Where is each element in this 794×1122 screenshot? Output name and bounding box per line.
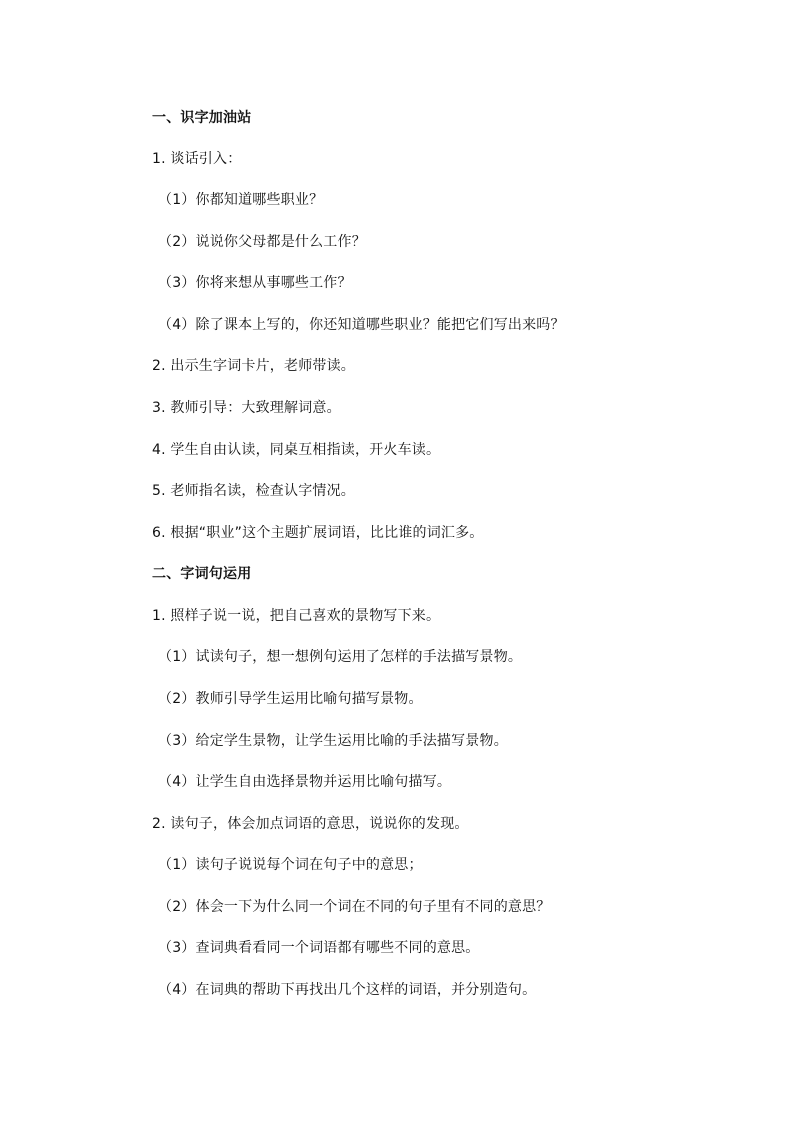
- section-1-item-2: 2. 出示生字词卡片，老师带读。: [152, 358, 356, 374]
- section-2-item-2-sub-3: （3）查词典看看同一个词语都有哪些不同的意思。: [158, 940, 480, 956]
- section-2-heading: 二、字词句运用: [152, 566, 252, 582]
- section-2-item-2-sub-2: （2）体会一下为什么同一个词在不同的句子里有不同的意思？: [158, 899, 551, 915]
- section-1-item-1-sub-1: （1）你都知道哪些职业？: [158, 192, 324, 208]
- section-2-item-1-sub-1: （1）试读句子，想一想例句运用了怎样的手法描写景物。: [158, 649, 523, 665]
- section-2-item-1-sub-3: （3）给定学生景物，让学生运用比喻的手法描写景物。: [158, 733, 508, 749]
- section-2-item-1: 1. 照样子说一说，把自己喜欢的景物写下来。: [152, 608, 441, 624]
- section-2-item-2-sub-1: （1）读句子说说每个词在句子中的意思；: [158, 857, 423, 873]
- section-1-heading: 一、识字加油站: [152, 110, 252, 126]
- section-2-item-2: 2. 读句子，体会加点词语的意思，说说你的发现。: [152, 816, 469, 832]
- section-1-item-1-sub-3: （3）你将来想从事哪些工作？: [158, 275, 352, 291]
- section-1-item-5: 5. 老师指名读，检查认字情况。: [152, 483, 356, 499]
- section-2-item-2-sub-4: （4）在词典的帮助下再找出几个这样的词语，并分别造句。: [158, 982, 537, 998]
- section-1-item-6: 6. 根据“职业”这个主题扩展词语，比比谁的词汇多。: [152, 525, 484, 541]
- section-1-item-1-sub-2: （2）说说你父母都是什么工作？: [158, 234, 366, 250]
- section-1-item-3: 3. 教师引导：大致理解词意。: [152, 400, 341, 416]
- section-2-item-1-sub-4: （4）让学生自由选择景物并运用比喻句描写。: [158, 774, 452, 790]
- section-1-item-1-sub-4: （4）除了课本上写的，你还知道哪些职业？能把它们写出来吗？: [158, 317, 565, 333]
- section-1-item-1: 1. 谈话引入：: [152, 151, 242, 167]
- section-1-item-4: 4. 学生自由认读，同桌互相指读，开火车读。: [152, 442, 441, 458]
- section-2-item-1-sub-2: （2）教师引导学生运用比喻句描写景物。: [158, 691, 423, 707]
